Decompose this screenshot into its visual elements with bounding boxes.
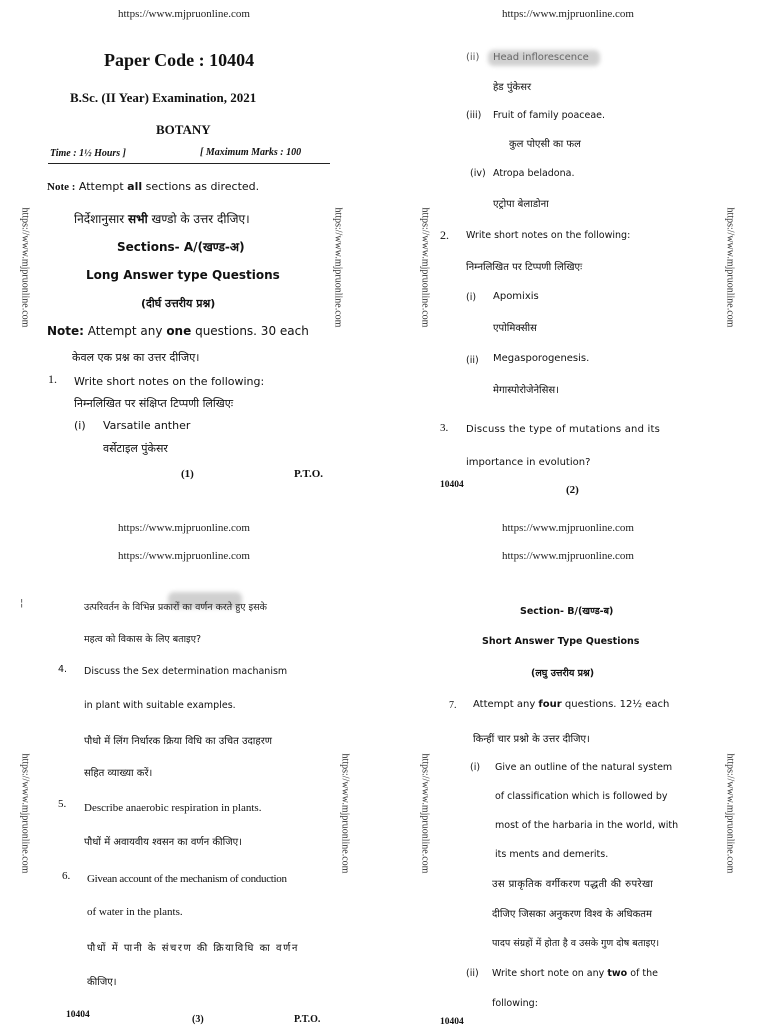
- item-iii-hindi: कुल पोएसी का फल: [509, 139, 581, 150]
- side-url-p3-left: https://www.mjpruonline.com: [19, 753, 31, 874]
- q4-hindi-1: पौधो में लिंग निर्धारक क्रिया विधि का उचित उदाहरण: [84, 736, 273, 747]
- side-url-p1-right: https://www.mjpruonline.com: [332, 207, 344, 328]
- q7-post: questions. 12½ each: [564, 699, 670, 710]
- section-b-title: Section- B/(खण्ड-ब): [520, 606, 614, 617]
- side-url-p4-right: https://www.mjpruonline.com: [724, 753, 736, 874]
- q7-bold: four: [538, 699, 562, 710]
- q2-hindi: निम्नलिखित पर टिप्पणी लिखिएः: [466, 262, 583, 273]
- q7-ii-number: (ii): [466, 968, 479, 979]
- margin-mark: ¦: [20, 598, 24, 609]
- paper-code-footer-3: 10404: [66, 1010, 90, 1020]
- q5-text: Describe anaerobic respiration in plants.: [84, 802, 262, 814]
- q5-number: 5.: [58, 798, 67, 810]
- q2-i-hindi: एपोमिक्सीस: [493, 323, 537, 334]
- q7-pre: Attempt any: [473, 699, 536, 710]
- header-url-p1: https://www.mjpruonline.com: [118, 8, 250, 20]
- item-iv-text: Atropa beladona.: [493, 168, 575, 179]
- q4-number: 4.: [58, 664, 68, 675]
- note-line: [47, 180, 259, 193]
- item-iii-number: (iii): [466, 110, 482, 121]
- note2-hindi: केवल एक प्रश्न का उत्तर दीजिए।: [72, 351, 200, 364]
- section-a-title: Sections- A/(खण्ड-अ): [117, 240, 245, 254]
- q7-i-line-4: its ments and demerits.: [495, 849, 609, 860]
- paper-code-footer-2: 10404: [440, 480, 464, 490]
- header-url-p4a: https://www.mjpruonline.com: [502, 522, 634, 534]
- q7-line: [473, 699, 669, 710]
- q2-ii-text: Megasporogenesis.: [493, 353, 590, 364]
- q7-ii-bold: two: [607, 968, 628, 979]
- q1-hindi: निम्नलिखित पर संक्षिप्त टिप्पणी लिखिएः: [74, 397, 234, 410]
- note-hi-bold: सभी: [128, 212, 148, 226]
- side-url-p2-left: https://www.mjpruonline.com: [419, 207, 431, 328]
- q6-hindi-1: पौधों में पानी के संचरण की क्रियाविधि का वर्णन: [87, 943, 299, 954]
- q1-i-text: Varsatile anther: [103, 419, 191, 432]
- q1-number: 1.: [48, 372, 57, 386]
- q3-line-1: Discuss the type of mutations and its: [466, 424, 661, 435]
- q7-ii-line: [492, 968, 658, 979]
- item-iii-text: Fruit of family poaceae.: [493, 110, 606, 121]
- header-url-p3b: https://www.mjpruonline.com: [118, 550, 250, 562]
- page-number-3: (3): [192, 1014, 204, 1025]
- header-url-p4b: https://www.mjpruonline.com: [502, 550, 634, 562]
- max-marks-label: [ Maximum Marks : 100: [200, 147, 302, 158]
- q7-i-hindi-2: दीजिए जिसका अनुकरण विश्व के अधिकतम: [492, 909, 652, 920]
- note2-line: [47, 324, 309, 338]
- q1-i-hindi: वर्सेटाइल पुंकेसर: [103, 442, 168, 455]
- q7-i-line-2: of classification which is followed by: [495, 791, 668, 802]
- header-rule: [48, 163, 330, 164]
- page-number-2: (2): [566, 484, 579, 496]
- note-label: Note :: [47, 181, 76, 193]
- q7-i-hindi-3: पादप संग्रहों में होता है व उसके गुण दोष बताइए।: [492, 938, 660, 949]
- paper-code: Paper Code : 10404: [104, 50, 255, 70]
- q7-i-number: (i): [470, 762, 481, 773]
- side-url-p4-left: https://www.mjpruonline.com: [419, 753, 431, 874]
- side-url-p2-right: https://www.mjpruonline.com: [724, 207, 736, 328]
- note2-label: Note:: [47, 324, 84, 338]
- item-iv-number: (iv): [470, 168, 486, 179]
- side-url-p1-left: https://www.mjpruonline.com: [19, 207, 31, 328]
- q7-i-line-3: most of the harbaria in the world, with: [495, 820, 679, 831]
- q2-number: 2.: [440, 228, 449, 242]
- q6-line-1: Givean account of the mechanism of conduction: [87, 873, 287, 885]
- pto-3: P.T.O.: [294, 1014, 321, 1025]
- item-iv-hindi: एट्रोपा बेलाडोना: [493, 199, 549, 210]
- header-url-p3a: https://www.mjpruonline.com: [118, 522, 250, 534]
- q2-i-text: Apomixis: [493, 291, 539, 302]
- q6-number: 6.: [62, 870, 71, 882]
- note-post: sections as directed.: [145, 180, 260, 193]
- long-answer-title: Long Answer type Questions: [86, 268, 280, 282]
- q7-number: 7.: [449, 700, 457, 711]
- page-number-1: (1): [181, 468, 194, 480]
- q3-number: 3.: [440, 422, 449, 434]
- note2-post: questions. 30 each: [195, 324, 309, 338]
- note-hi-post: खण्डो के उत्तर दीजिए।: [151, 212, 250, 226]
- subject-title: BOTANY: [156, 122, 211, 137]
- note2-pre: Attempt any: [87, 324, 163, 338]
- q4-hindi-2: सहित व्याख्या करें।: [84, 768, 153, 779]
- note-hindi: [74, 210, 250, 227]
- q7-i-hindi-1: उस प्राकृतिक वर्गीकरण पद्धती की रुपरेखा: [492, 879, 654, 890]
- short-answer-title-hi: (लघु उत्तरीय प्रश्न): [531, 668, 595, 679]
- header-url-p2: https://www.mjpruonline.com: [502, 8, 634, 20]
- q7-ii-pre: Write short note on any: [492, 968, 605, 979]
- long-answer-title-hi: (दीर्घ उत्तरीय प्रश्न): [141, 297, 216, 310]
- paper-code-footer-4: 10404: [440, 1017, 464, 1027]
- q2-i-number: (i): [466, 292, 477, 303]
- note2-bold: one: [166, 324, 192, 338]
- q2-text: Write short notes on the following:: [466, 230, 631, 241]
- pto-1: P.T.O.: [294, 468, 324, 480]
- q3-line-2: importance in evolution?: [466, 457, 591, 468]
- q7-ii-post: of the: [630, 968, 658, 979]
- q4-line-2: in plant with suitable examples.: [84, 700, 236, 711]
- q7-i-line-1: Give an outline of the natural system: [495, 762, 673, 773]
- q5-hindi: पौधों में अवायवीय श्वसन का वर्णन कीजिए।: [84, 837, 242, 848]
- q2-ii-number: (ii): [466, 355, 479, 366]
- note-hi-pre: निर्देशानुसार: [74, 212, 125, 226]
- q7-ii-line-2: following:: [492, 998, 538, 1009]
- q6-line-2: of water in the plants.: [87, 906, 183, 918]
- note-bold: all: [127, 180, 143, 193]
- q3-continued-hindi: उत्परिवर्तन के विभिन्न प्रकारों का वर्णन करते हुए इसके: [84, 602, 267, 613]
- q7-hindi: किन्हीं चार प्रश्नो के उत्तर दीजिए।: [473, 734, 590, 745]
- exam-title: B.Sc. (II Year) Examination, 2021: [70, 90, 257, 105]
- q3-continued-hindi-2: महत्व को विकास के लिए बताइए?: [84, 634, 202, 645]
- q1-i-number: (i): [74, 419, 86, 432]
- q2-ii-hindi: मेगास्पोरोजेनेसिस।: [493, 385, 559, 396]
- q1-text: Write short notes on the following:: [74, 375, 265, 388]
- item-ii-hindi: हेड पुंकेसर: [493, 82, 532, 93]
- short-answer-title: Short Answer Type Questions: [482, 636, 640, 647]
- q4-line-1: Discuss the Sex determination machanism: [84, 666, 288, 677]
- time-label: Time : 1½ Hours ]: [50, 148, 127, 159]
- q6-hindi-2: कीजिए।: [87, 977, 117, 988]
- item-ii-number: (ii): [466, 52, 480, 63]
- item-ii-text: Head inflorescence: [493, 52, 589, 63]
- side-url-p3-right: https://www.mjpruonline.com: [339, 753, 351, 874]
- note-pre: Attempt: [78, 180, 124, 193]
